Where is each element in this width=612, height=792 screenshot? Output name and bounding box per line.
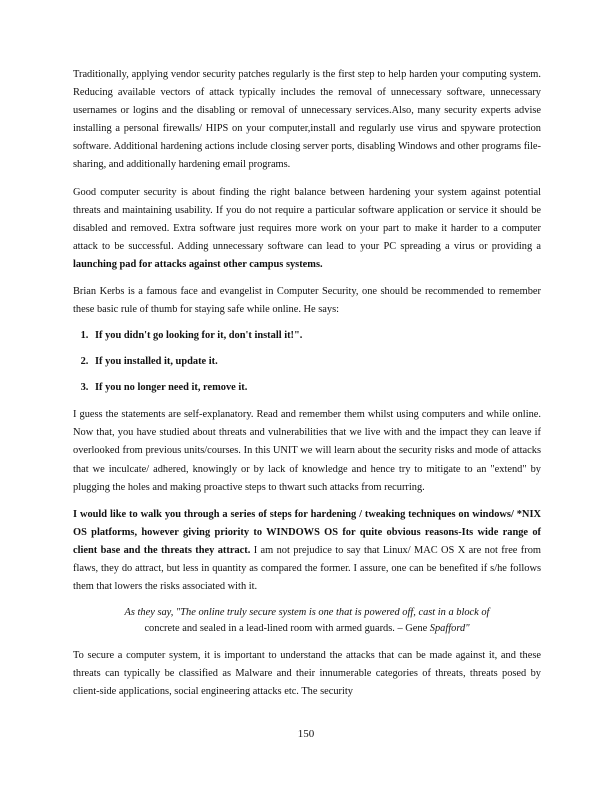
paragraph-balance-text: Good computer security is about finding the right balance between hardening your system against potential threats and maintaining usability. If you do not require a particular software application or service it should be disabled and removed. Extra software just requires more work on your part to make it harder to a computer attack to be successful. Adding unnecessary software can lead to your PC spreading a virus or providing a — [73, 186, 541, 252]
quote-line-1: As they say, "The online truly secure system is one that is powered off, cast in a block of — [124, 607, 490, 619]
paragraph-secure-system: To secure a computer system, it is important to understand the attacks that can be made against it, and these threats can typically be classified as Malware and their innumerable categories of threats, threats posed by client-side applications, social engineering attacks etc. The security — [73, 650, 541, 698]
quote-block — [73, 605, 541, 637]
quote-author: Spafford" — [429, 623, 470, 635]
paragraph-balance-bold: launching pad for attacks against other campus systems. — [73, 258, 323, 270]
paragraph-walkthrough-text: I am not prejudice to say that Linux/ MAC OS X are not free from flaws, they do attract, but less in quantity as compared the former. I assure, one can be benefited if s/he follows them that lowers the risks associated with it. — [73, 544, 541, 593]
paragraph-balance — [73, 184, 541, 274]
paragraph-brian-kerbs: Brian Kerbs is a famous face and evangelist in Computer Security, one should be recommended to remember these basic rule of thumb for staying safe while online. He says: — [73, 286, 541, 316]
document-page — [73, 66, 541, 710]
rule-item-2: 2. If you installed it, update it. — [91, 354, 541, 370]
rule-item-1: 1. If you didn't go looking for it, don't install it!". — [91, 328, 541, 344]
paragraph-statements: I guess the statements are self-explanatory. Read and remember them whilst using computers and while online. Now that, you have studied about threats and vulnerabilities that we live with and the impact they can leave if overlooked from previous units/courses. In this UNIT we will learn about the security risks and mode of attacks that we inculcate/ adhered, knowingly or by lack of knowledge and hence try to mitigate to an "extend" by plugging the holes and making proactive steps to thwart such attacks from recurring. — [73, 409, 541, 493]
paragraph-hardening-intro: Traditionally, applying vendor security patches regularly is the first step to help harden your computing system. Reducing available vectors of attack typically includes the removal of unnecessary software, unnecessary usernames or logins and the disabling or removal of unnecessary services.Also, many security experts advise installing a personal firewalls/ HIPS on your computer,install and regularly use virus and spyware protection software. Additional hardening actions include closing server ports, disabling Windows and other programs file-sharing, and additionally hardening email programs. — [73, 69, 541, 171]
paragraph-walkthrough — [73, 506, 541, 596]
rule-item-3: 3. If you no longer need it, remove it. — [91, 380, 541, 396]
page-number: 150 — [297, 728, 315, 740]
quote-line-2: concrete and sealed in a lead-lined room with armed guards. – Gene — [144, 623, 430, 635]
rules-list — [73, 328, 541, 396]
paragraph-walkthrough-bold: I would like to walk you through a series of steps for hardening / tweaking techniques on windows/ *NIX OS platforms, however giving priority to WINDOWS OS for quite obvious reasons-Its wide range of client base and the threats they attract. — [73, 508, 541, 556]
